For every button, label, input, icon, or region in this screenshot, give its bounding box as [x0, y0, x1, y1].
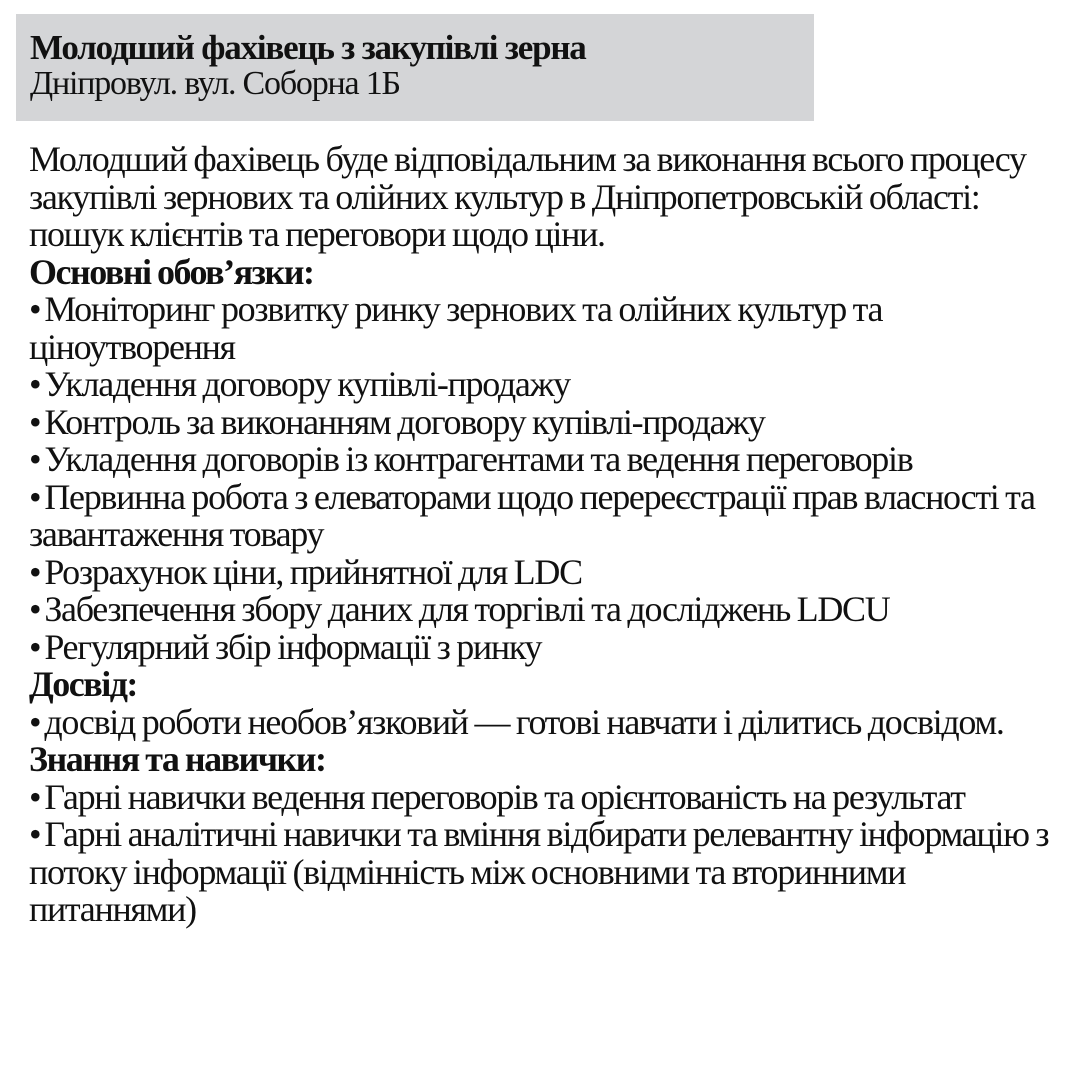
- job-location: Дніпровул. вул. Соборна 1Б: [30, 65, 400, 102]
- list-item: • Укладення договору купівлі-продажу: [29, 366, 1074, 404]
- list-item: • Розрахунок ціни, прийнятної для LDC: [29, 554, 1074, 592]
- duties-list: [29, 291, 1074, 666]
- skills-heading: Знання та навички:: [29, 739, 326, 779]
- list-item: • Укладення договорів із контрагентами та ведення переговорів: [29, 441, 1074, 479]
- list-item: • Первинна робота з елеваторами щодо перереєстрації прав власності та завантаження товару: [29, 479, 1074, 554]
- list-item: • Контроль за виконанням договору купівлі-продажу: [29, 404, 1074, 442]
- skills-list: [29, 776, 1074, 929]
- list-item: • досвід роботи необов’язковий — готові навчати і ділитись досвідом.: [29, 704, 1074, 742]
- list-item: • Гарні аналітичні навички та вміння відбирати релевантну інформацію з потоку інформації (відмінність між основними та вторинними питаннями): [29, 816, 1074, 929]
- list-item: • Забезпечення збору даних для торгівлі та досліджень LDCU: [29, 591, 1074, 629]
- job-description: [29, 141, 1074, 929]
- list-item: • Гарні навички ведення переговорів та орієнтованість на результат: [29, 779, 1074, 817]
- experience-list: [29, 701, 1074, 742]
- experience-heading: Досвід:: [29, 664, 137, 704]
- list-item: • Регулярний збір інформації з ринку: [29, 629, 1074, 667]
- header-box: [16, 14, 814, 121]
- job-title: Молодший фахівець з закупівлі зерна: [30, 28, 586, 67]
- intro-paragraph: Молодший фахівець буде відповідальним за виконання всього процесу закупівлі зернових та олійних культур в Дніпропетровській області: пошук клієнтів та переговори щодо ціни.: [29, 139, 1026, 254]
- duties-heading: Основні обов’язки:: [29, 251, 314, 292]
- list-item: • Моніторинг розвитку ринку зернових та олійних культур та ціноутворення: [29, 291, 1074, 366]
